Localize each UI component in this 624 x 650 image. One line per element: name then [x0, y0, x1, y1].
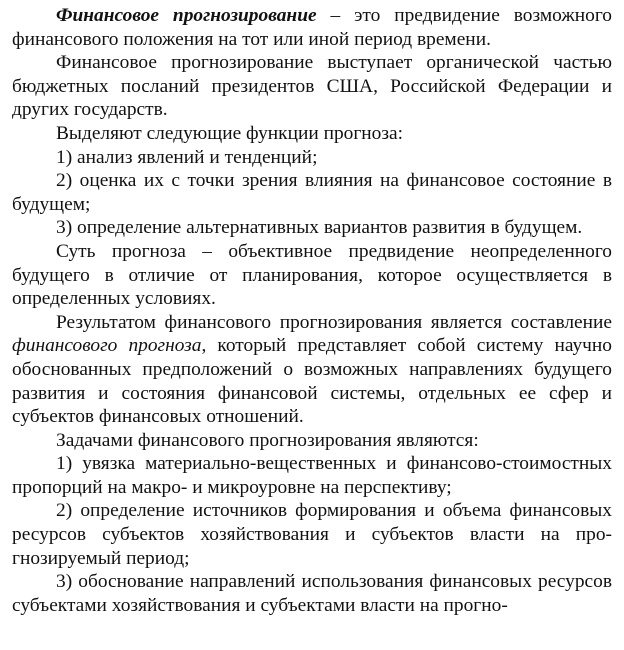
result-text-after: , который представляет собой систему научно обоснованных предположений о возможных направлениях будущего развития и состояния финансовой системы, отдельных ее сфер и субъектов финансовых отношений. [12, 335, 612, 428]
paragraph-definition [12, 4, 612, 51]
paragraph-functions-intro: Выделяют следующие функции прогноза: [56, 122, 404, 144]
definition-text: – это предвидение возможного финансового положения на тот или иной период времени. [12, 5, 613, 50]
document-page [12, 4, 612, 617]
list-item-function-3: 3) определение альтернативных вариантов развития в будущем. [56, 217, 583, 239]
paragraph-tasks-intro: Задачами финансового прогнозирования являются: [56, 429, 479, 451]
paragraph-forecast-essence: Суть прогноза – объективное предвидение неопределенного будущего в отличие от планирования, которое осуществляется в определенных условиях. [12, 240, 612, 310]
list-item-function-1: 1) анализ явлений и тенденций; [56, 146, 318, 168]
list-item-function-2: 2) оценка их с точки зрения влияния на финансовое состояние в будущем; [12, 170, 612, 215]
list-item-task-1: 1) увязка материально-вещественных и финансово-стоимостных пропорций на макро- и микроуровне на перспективу; [12, 453, 612, 498]
paragraph-forecast-result [12, 311, 612, 429]
list-item-task-3: 3) обоснование направлений использования финансовых ресурсов субъектами хозяйствования и субъектами власти на прогно- [12, 571, 612, 616]
definition-term: Финансовое прогнозирование [56, 5, 317, 26]
result-emphasis: финансового прогноза [12, 335, 202, 357]
list-item-task-2: 2) определение источников формирования и объема финансовых ресурсов субъектов хозяйствования и субъектов власти на прогнозируемый период; [12, 500, 612, 569]
result-text-before: Результатом финансового прогнозирования является составление [56, 311, 612, 333]
paragraph-budget-messages: Финансовое прогнозирование выступает органической частью бюджетных посланий президентов США, Российской Федерации и других государств. [12, 52, 612, 121]
